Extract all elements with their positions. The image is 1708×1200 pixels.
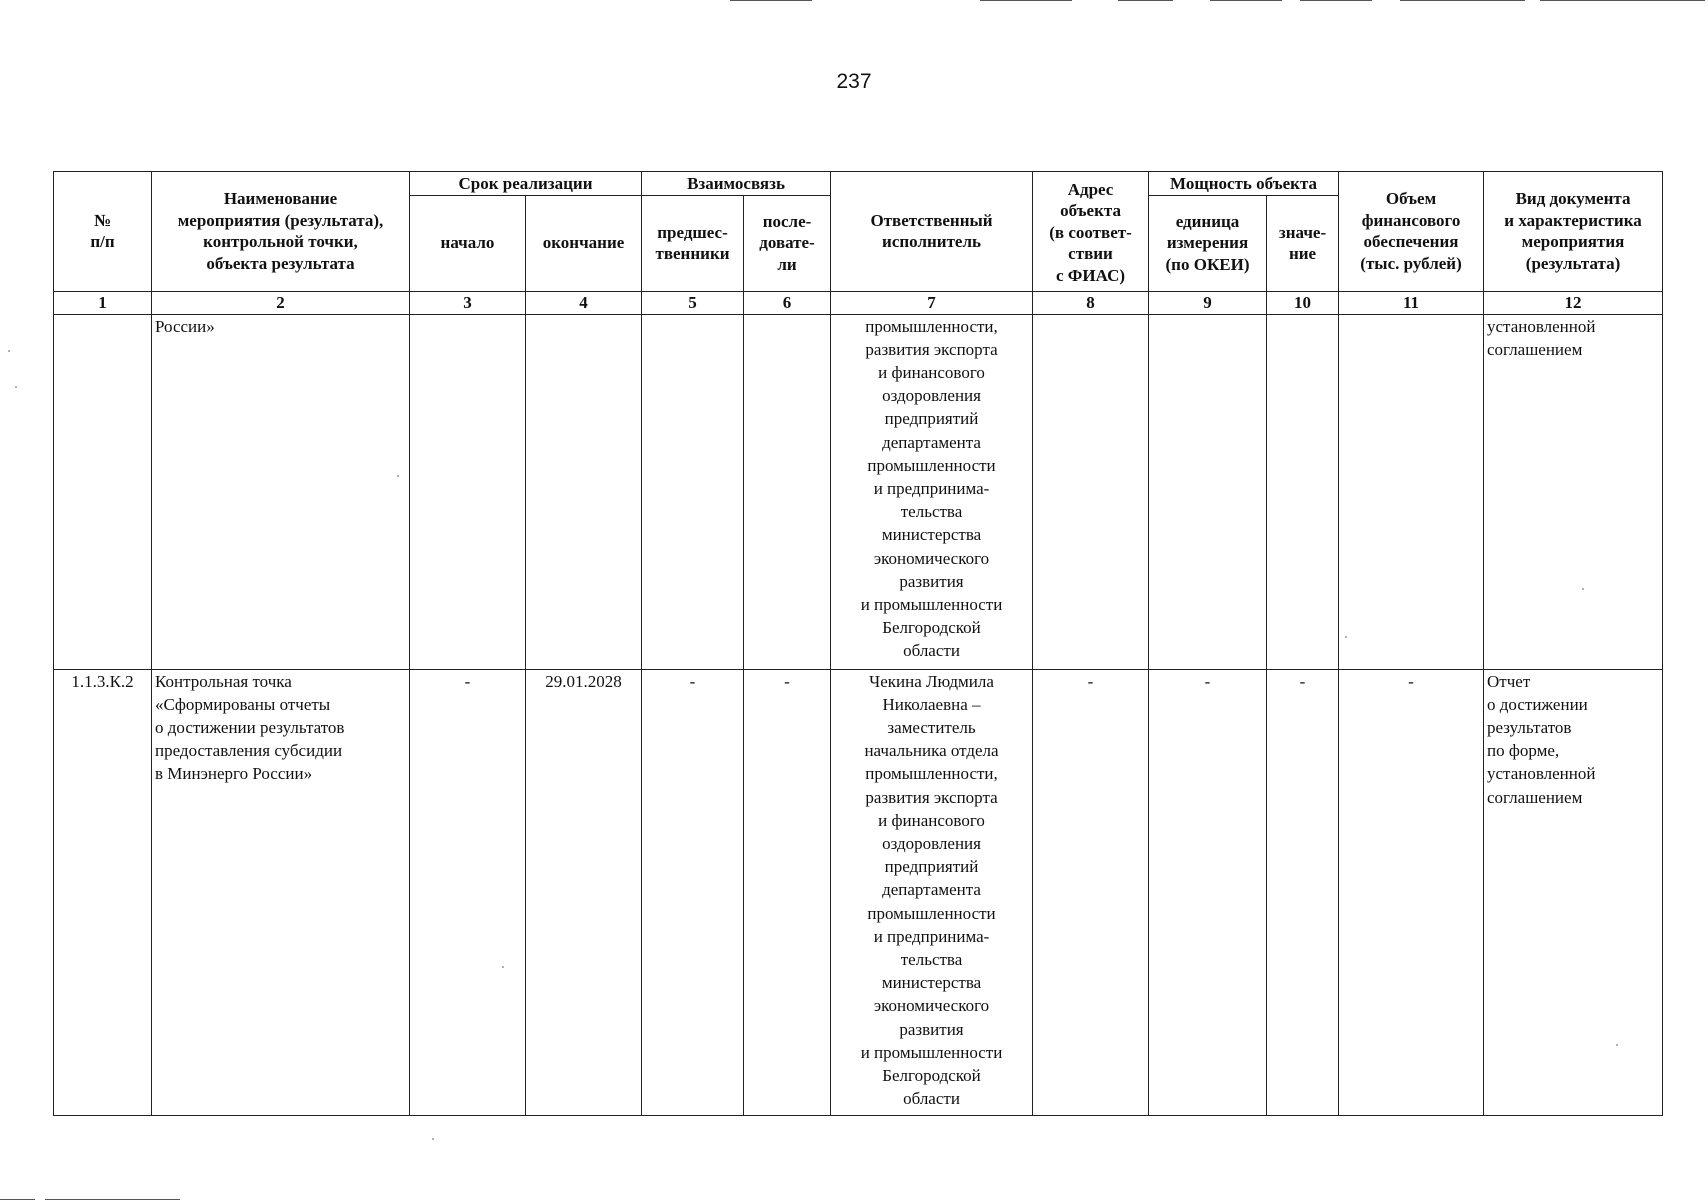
cell-address: - [1033,669,1149,1115]
cell-end: 29.01.2028 [526,669,642,1115]
header-predecessors: предшес- твенники [642,195,744,291]
implementation-plan-table [53,171,1663,1116]
cell-funding: - [1339,669,1484,1115]
cell-value: - [1267,669,1339,1115]
header-value: значе- ние [1267,195,1339,291]
cell-predecessors: - [642,669,744,1115]
scan-line-top-1 [730,0,812,1]
header-address: Адрес объекта (в соответ- ствии с ФИАС) [1033,172,1149,292]
column-number: 3 [410,291,526,314]
cell-responsible: Чекина Людмила Николаевна – заместитель начальника отдела промышленности, развития экспорта и финансового оздоровления предприятий департамента промышленности и предпринима- тельства министерства экономического развития и промышленности Белгородской области [831,669,1033,1115]
scan-line-top-4 [1210,0,1282,1]
page-number: 237 [836,70,872,93]
scan-dot [8,350,10,352]
header-funding: Объем финансового обеспечения (тыс. рублей) [1339,172,1484,292]
cell-number: 1.1.3.К.2 [54,669,152,1115]
column-number: 10 [1267,291,1339,314]
cell-successors: - [744,669,831,1115]
header-successors: после- довате- ли [744,195,831,291]
cell-start [410,314,526,669]
header-unit: единица измерения (по ОКЕИ) [1149,195,1267,291]
header-group-link: Взаимосвязь [642,172,831,196]
header-responsible: Ответственный исполнитель [831,172,1033,292]
column-number: 6 [744,291,831,314]
cell-name: России» [152,314,410,669]
column-number: 8 [1033,291,1149,314]
header-row-1 [54,172,1663,196]
scan-dot [15,386,17,388]
table-row [54,669,1663,1115]
table-row [54,314,1663,669]
scan-line-top-6 [1400,0,1525,1]
column-number: 9 [1149,291,1267,314]
cell-unit [1149,314,1267,669]
cell-address [1033,314,1149,669]
cell-document: Отчет о достижении результатов по форме, установленной соглашением [1484,669,1663,1115]
header-name: Наименование мероприятия (результата), контрольной точки, объекта результата [152,172,410,292]
header-group-capacity: Мощность объекта [1149,172,1339,196]
scan-line-top-5 [1300,0,1372,1]
cell-number [54,314,152,669]
column-number: 5 [642,291,744,314]
column-number: 4 [526,291,642,314]
header-group-period: Срок реализации [410,172,642,196]
scan-dot [432,1138,434,1140]
column-number: 2 [152,291,410,314]
cell-predecessors [642,314,744,669]
cell-responsible: промышленности, развития экспорта и финансового оздоровления предприятий департамента промышленности и предпринима- тельства министерства экономического развития и промышленности Белгородской области [831,314,1033,669]
column-number: 7 [831,291,1033,314]
cell-start: - [410,669,526,1115]
cell-value [1267,314,1339,669]
scan-line-top-7 [1540,0,1705,1]
header-start: начало [410,195,526,291]
header-end: окончание [526,195,642,291]
header-document: Вид документа и характеристика мероприятия (результата) [1484,172,1663,292]
cell-end [526,314,642,669]
column-number: 1 [54,291,152,314]
cell-document: установленной соглашением [1484,314,1663,669]
cell-unit: - [1149,669,1267,1115]
scan-line-top-3 [1118,0,1173,1]
cell-successors [744,314,831,669]
scan-line-top-2 [980,0,1072,1]
column-number-row [54,291,1663,314]
column-number: 11 [1339,291,1484,314]
cell-funding [1339,314,1484,669]
header-number: № п/п [54,172,152,292]
column-number: 12 [1484,291,1663,314]
cell-name: Контрольная точка «Сформированы отчеты о достижении результатов предоставления субсидии в Минэнерго России» [152,669,410,1115]
